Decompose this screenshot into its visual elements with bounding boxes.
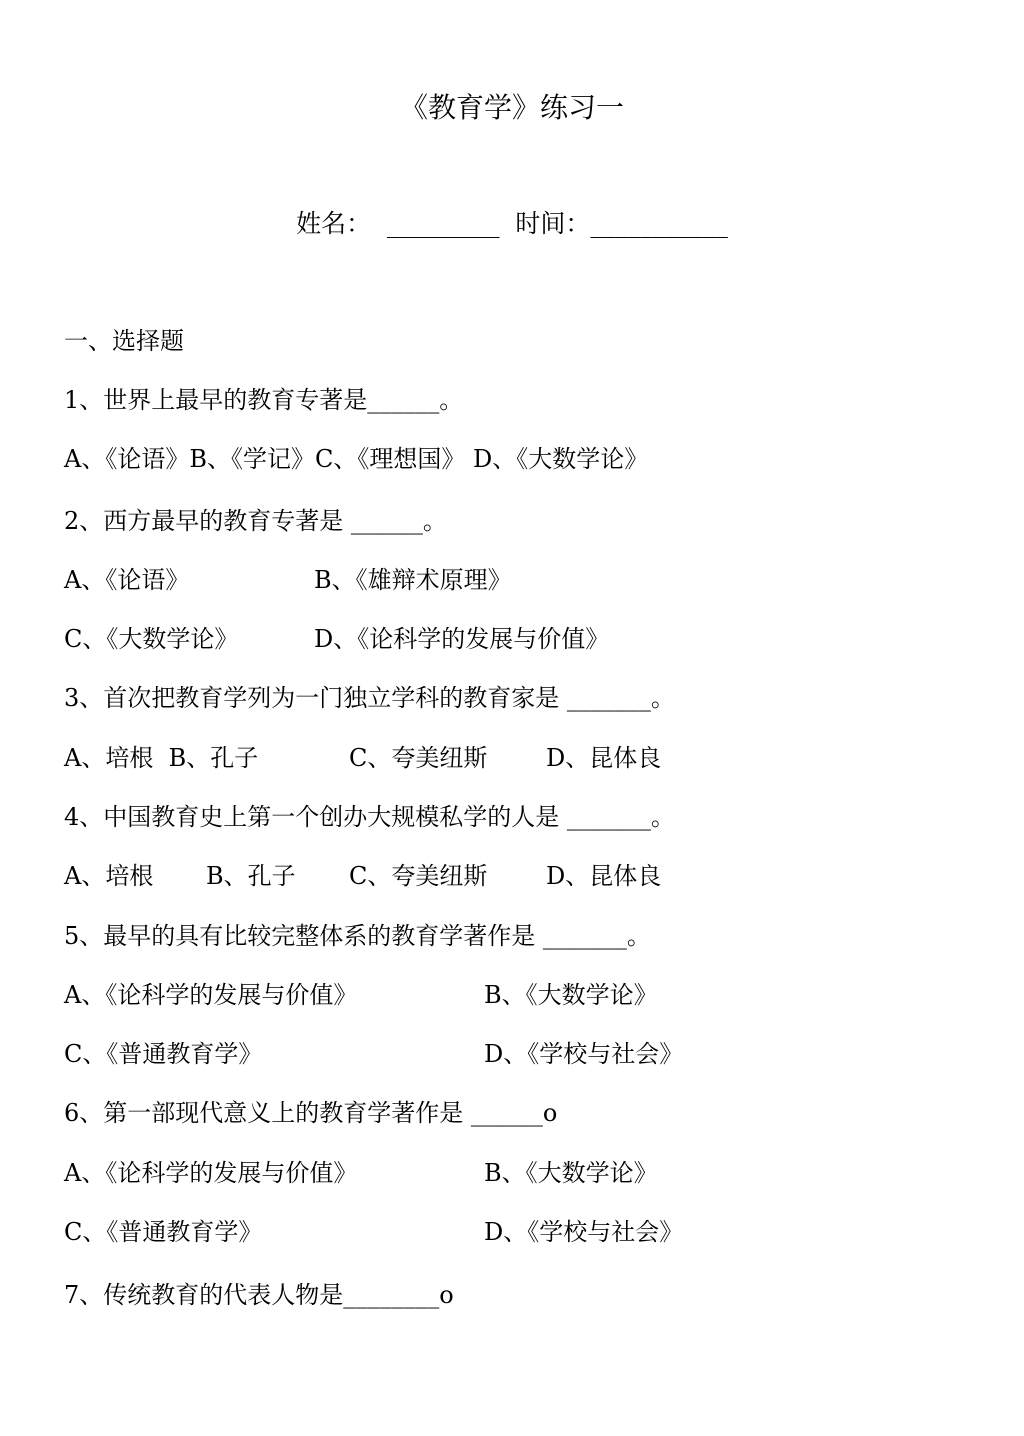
- question-2-option-a: A、《论语》: [64, 566, 190, 594]
- question-5-option-a: A、《论科学的发展与价值》: [64, 981, 358, 1009]
- question-3-option-ab: A、培根 B、孔子: [64, 744, 259, 772]
- question-5-option-d: D、《学校与社会》: [484, 1040, 684, 1068]
- question-3-option-d: D、昆体良: [546, 744, 662, 772]
- question-3-option-c: C、夸美纽斯: [349, 744, 488, 772]
- question-5-option-b: B、《大数学论》: [484, 981, 658, 1009]
- question-2: 2、西方最早的教育专著是 ______。: [64, 507, 447, 535]
- question-2-option-b: B、《雄辩术原理》: [314, 566, 512, 594]
- question-2-option-c: C、《大数学论》: [64, 625, 239, 653]
- question-4: 4、中国教育史上第一个创办大规模私学的人是 _______。: [64, 803, 675, 831]
- question-6-option-c: C、《普通教育学》: [64, 1218, 263, 1246]
- question-1: 1、世界上最早的教育专著是______。: [64, 386, 464, 414]
- question-6-option-a: A、《论科学的发展与价值》: [64, 1159, 358, 1187]
- question-2-option-d: D、《论科学的发展与价值》: [314, 625, 610, 653]
- section-title: 一、选择题: [64, 327, 184, 355]
- question-4-option-d: D、昆体良: [546, 862, 662, 890]
- question-4-option-c: C、夸美纽斯: [349, 862, 488, 890]
- page-title: 《教育学》练习一: [399, 91, 624, 124]
- question-7: 7、传统教育的代表人物是________o: [64, 1281, 454, 1309]
- name-time-fields: 姓名： _________ 时间：___________: [296, 209, 728, 238]
- question-3: 3、首次把教育学列为一门独立学科的教育家是 _______。: [64, 684, 675, 712]
- question-4-option-a: A、培根: [64, 862, 154, 890]
- question-1-options: A、《论语》B、《学记》C、《理想国》 D、《大数学论》: [64, 445, 649, 473]
- question-4-option-b: B、孔子: [206, 862, 296, 890]
- question-6-option-b: B、《大数学论》: [484, 1159, 658, 1187]
- question-5-option-c: C、《普通教育学》: [64, 1040, 263, 1068]
- question-6: 6、第一部现代意义上的教育学著作是 ______o: [64, 1099, 558, 1127]
- question-6-option-d: D、《学校与社会》: [484, 1218, 684, 1246]
- question-5: 5、最早的具有比较完整体系的教育学著作是 _______。: [64, 922, 651, 950]
